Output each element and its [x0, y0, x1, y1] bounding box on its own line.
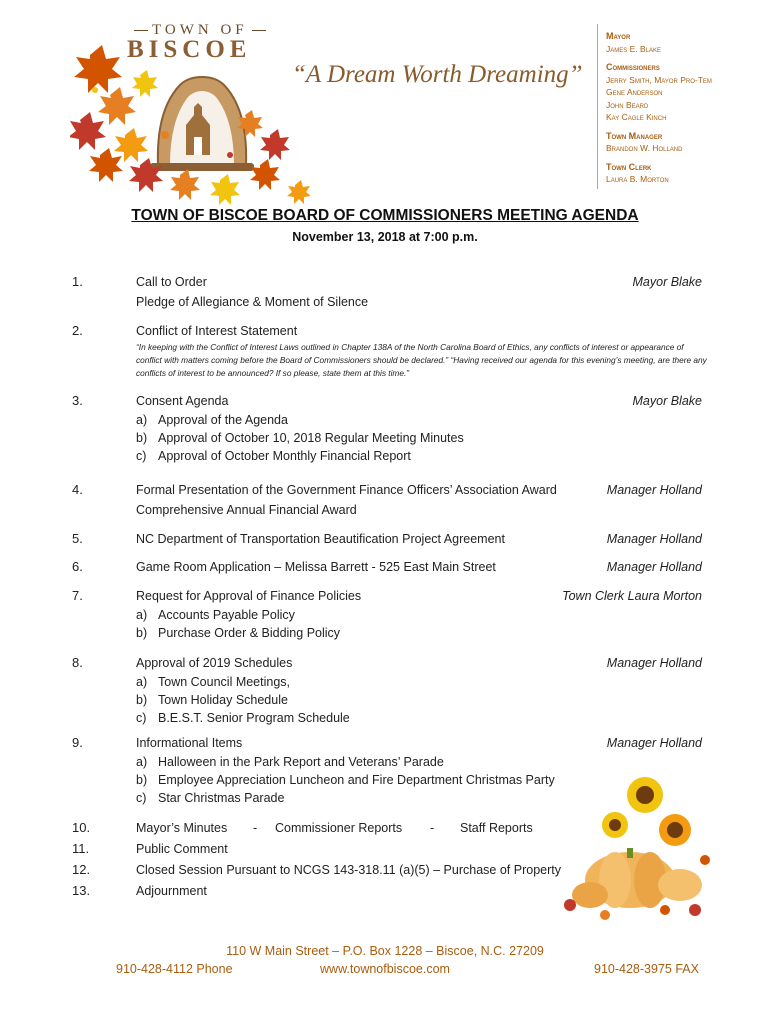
- sunflower-icon: [602, 777, 691, 846]
- officials-list: [606, 30, 766, 186]
- agenda-item-number: 10.: [72, 820, 91, 835]
- agenda-item-presenter: Mayor Blake: [632, 275, 702, 289]
- agenda-item-part: -: [430, 821, 435, 835]
- agenda-item-text: Consent Agenda: [136, 394, 229, 408]
- agenda-item-part: Staff Reports: [460, 821, 533, 835]
- sub-item-text: Star Christmas Parade: [158, 791, 285, 805]
- official-name: James E. Blake: [606, 43, 662, 54]
- agenda-item-presenter: Manager Holland: [606, 560, 702, 574]
- agenda-sub-item: [136, 411, 288, 429]
- sub-item-text: Halloween in the Park Report and Veterans’ Parade: [158, 755, 444, 769]
- agenda-sub-item: [136, 606, 295, 624]
- sub-item-letter: b): [136, 693, 148, 707]
- sub-item-text: Accounts Payable Policy: [158, 608, 295, 622]
- official-name: Laura B. Morton: [606, 174, 669, 184]
- sub-item-text: Approval of the Agenda: [158, 413, 288, 427]
- agenda-item-text: Approval of 2019 Schedules: [136, 656, 293, 670]
- official-name: Kay Cagle Kinch: [606, 112, 667, 122]
- agenda-item-number: 2.: [72, 323, 83, 338]
- agenda-item-text: Comprehensive Annual Financial Award: [136, 503, 357, 517]
- agenda-sub-item: [136, 771, 555, 789]
- sub-item-text: Town Holiday Schedule: [158, 693, 288, 707]
- sub-item-text: Purchase Order & Bidding Policy: [158, 626, 341, 640]
- agenda-item-text: Adjournment: [136, 884, 207, 898]
- agenda-sub-item: [136, 673, 290, 691]
- footer-address: 110 W Main Street – P.O. Box 1228 – Biscoe, N.C. 27209: [226, 944, 544, 958]
- sub-item-letter: c): [136, 791, 147, 805]
- official-name: Brandon W. Holland: [606, 143, 683, 153]
- agenda-item-text: Formal Presentation of the Government Finance Officers’ Association Award: [136, 483, 557, 497]
- header-divider: [597, 24, 598, 189]
- conflict-of-interest-note: “In keeping with the Conflict of Interest Laws outlined in Chapter 138A of the North Carolina Board of Ethics, any conflicts of interest or appearance of conflict with matters coming before the Board of Commissioners should be declared.” “Having received our agenda for this evening’s meeting, are there any conflicts of interest to be announced? If so please, state them at this time.”: [136, 342, 707, 378]
- agenda-sub-item: [136, 691, 288, 709]
- official-name: John Beard: [606, 99, 649, 110]
- official-name: Jerry Smith, Mayor Pro-Tem: [606, 74, 712, 85]
- official-role: Commissioners: [606, 62, 660, 72]
- official-role: Town Clerk: [606, 161, 652, 172]
- sub-item-text: B.E.S.T. Senior Program Schedule: [158, 711, 350, 725]
- agenda-item-number: 4.: [72, 482, 83, 497]
- agenda-item-presenter: Mayor Blake: [632, 394, 702, 408]
- sub-item-letter: a): [136, 413, 148, 427]
- pumpkin-sunflower-decoration: [555, 760, 720, 925]
- agenda-item-number: 12.: [72, 862, 91, 877]
- footer-website[interactable]: www.townofbiscoe.com: [320, 962, 450, 976]
- sub-item-letter: c): [136, 449, 147, 463]
- logo-town-of-text: TOWN OF: [130, 22, 270, 39]
- agenda-item-text: Call to Order: [136, 275, 207, 289]
- official-role: Mayor: [606, 31, 631, 41]
- sub-item-text: Employee Appreciation Luncheon and Fire Department Christmas Party: [158, 773, 555, 787]
- logo-biscoe-text: BISCOE: [127, 36, 252, 63]
- sub-item-text: Approval of October 10, 2018 Regular Meeting Minutes: [158, 431, 464, 445]
- sub-item-letter: a): [136, 755, 148, 769]
- agenda-sub-item: [136, 709, 350, 727]
- agenda-item-number: 3.: [72, 393, 83, 408]
- agenda-item-text: Game Room Application – Melissa Barrett - 525 East Main Street: [136, 560, 496, 574]
- agenda-item-number: 13.: [72, 883, 91, 898]
- sub-item-letter: b): [136, 431, 148, 445]
- agenda-item-number: 5.: [72, 531, 83, 546]
- sub-item-text: Town Council Meetings,: [158, 675, 291, 689]
- agenda-item-text: Closed Session Pursuant to NCGS 143-318.11 (a)(5) – Purchase of Property: [136, 863, 561, 877]
- agenda-item-presenter: Town Clerk Laura Morton: [562, 589, 702, 603]
- agenda-sub-item: [136, 789, 284, 807]
- bell-icon: [150, 77, 254, 171]
- agenda-sub-item: [136, 624, 340, 642]
- meeting-date: November 13, 2018 at 7:00 p.m.: [292, 230, 478, 244]
- sub-item-letter: a): [136, 675, 148, 689]
- agenda-item-text: Informational Items: [136, 736, 243, 750]
- agenda-item-text: Conflict of Interest Statement: [136, 324, 298, 338]
- agenda-item-number: 6.: [72, 559, 83, 574]
- agenda-item-part: -: [253, 821, 258, 835]
- official-role: Town Manager: [606, 130, 663, 141]
- agenda-item-part: Commissioner Reports: [275, 821, 403, 835]
- agenda-item-number: 8.: [72, 655, 83, 670]
- agenda-item-presenter: Manager Holland: [606, 532, 702, 546]
- agenda-sub-item: [136, 753, 444, 771]
- official-name: Gene Anderson: [606, 87, 663, 97]
- agenda-item-text: Pledge of Allegiance & Moment of Silence: [136, 295, 369, 309]
- agenda-item-presenter: Manager Holland: [606, 656, 702, 670]
- agenda-title: TOWN OF BISCOE BOARD OF COMMISSIONERS MEETING AGENDA: [131, 207, 639, 224]
- agenda-item-part: Mayor’s Minutes: [136, 821, 228, 835]
- agenda-item-text: Public Comment: [136, 842, 228, 856]
- agenda-item-number: 7.: [72, 588, 83, 603]
- agenda-item-text: Request for Approval of Finance Policies: [136, 589, 362, 603]
- agenda-item-text: NC Department of Transportation Beautification Project Agreement: [136, 532, 505, 546]
- agenda-sub-item: [136, 429, 464, 447]
- sub-item-letter: b): [136, 773, 148, 787]
- sub-item-letter: b): [136, 626, 148, 640]
- agenda-item-presenter: Manager Holland: [606, 483, 702, 497]
- agenda-item-number: 9.: [72, 735, 83, 750]
- agenda-item-number: 11.: [72, 841, 90, 856]
- footer-fax: 910-428-3975 FAX: [594, 962, 699, 976]
- footer-phone: 910-428-4112 Phone: [116, 962, 233, 976]
- agenda-item-presenter: Manager Holland: [606, 736, 702, 750]
- sub-item-text: Approval of October Monthly Financial Report: [158, 449, 411, 463]
- agenda-item-number: 1.: [72, 274, 83, 289]
- sub-item-letter: a): [136, 608, 148, 622]
- sub-item-letter: c): [136, 711, 147, 725]
- agenda-sub-item: [136, 447, 411, 465]
- town-slogan: “A Dream Worth Dreaming”: [292, 61, 583, 88]
- pumpkin-icon: [572, 848, 702, 908]
